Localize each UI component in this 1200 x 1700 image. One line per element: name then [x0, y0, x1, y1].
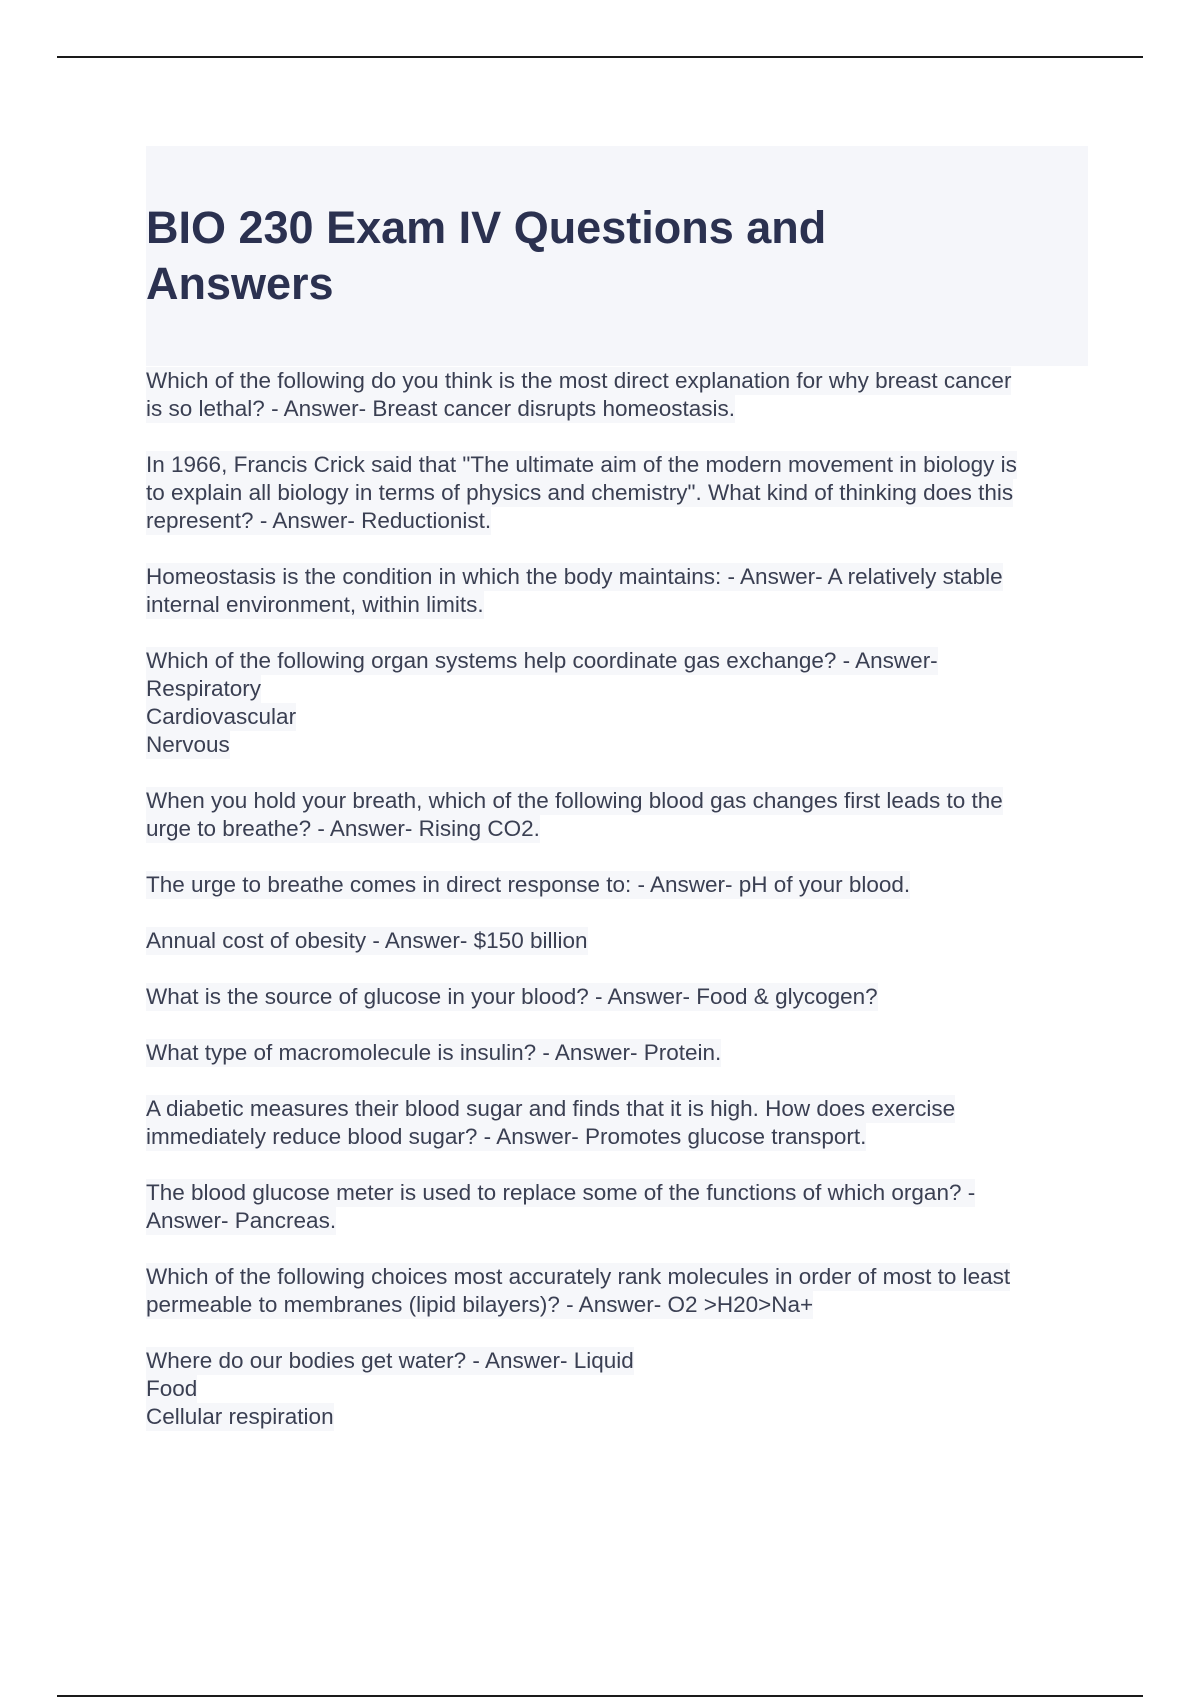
qa-line: Respiratory	[146, 676, 262, 701]
qa-line-row	[146, 507, 1088, 535]
qa-line: Food	[146, 1376, 198, 1401]
qa-item	[146, 1179, 1088, 1235]
page-title	[146, 200, 946, 312]
qa-item	[146, 1263, 1088, 1319]
qa-line: permeable to membranes (lipid bilayers)? - Answer- O2 >H20>Na+	[146, 1292, 814, 1317]
qa-line-row	[146, 1039, 1088, 1067]
qa-line: Which of the following do you think is the most direct explanation for why breast cancer	[146, 368, 1012, 393]
qa-line-row	[146, 927, 1088, 955]
title-line: Answers	[146, 258, 334, 309]
qa-line-row	[146, 367, 1088, 395]
qa-line: Which of the following organ systems help coordinate gas exchange? - Answer-	[146, 648, 938, 673]
qa-item	[146, 927, 1088, 955]
qa-line: to explain all biology in terms of physics and chemistry". What kind of thinking does this	[146, 480, 1014, 505]
qa-line-row	[146, 591, 1088, 619]
qa-line-row	[146, 1375, 1088, 1403]
qa-line: represent? - Answer- Reductionist.	[146, 508, 492, 533]
qa-line: The blood glucose meter is used to replace some of the functions of which organ? -	[146, 1180, 976, 1205]
qa-line-row	[146, 1347, 1088, 1375]
qa-line: internal environment, within limits.	[146, 592, 484, 617]
qa-line: Homeostasis is the condition in which the body maintains: - Answer- A relatively stable	[146, 564, 1003, 589]
bottom-rule	[57, 1695, 1143, 1697]
qa-line: immediately reduce blood sugar? - Answer- Promotes glucose transport.	[146, 1124, 867, 1149]
qa-line-row	[146, 1123, 1088, 1151]
qa-line-row	[146, 1207, 1088, 1235]
qa-line: Annual cost of obesity - Answer- $150 billion	[146, 928, 588, 953]
qa-line: Where do our bodies get water? - Answer- Liquid	[146, 1348, 634, 1373]
qa-list	[146, 367, 1088, 1459]
qa-item	[146, 451, 1088, 535]
qa-line: What is the source of glucose in your blood? - Answer- Food & glycogen?	[146, 984, 878, 1009]
qa-line-row	[146, 451, 1088, 479]
qa-line: A diabetic measures their blood sugar and finds that it is high. How does exercise	[146, 1096, 956, 1121]
qa-line: The urge to breathe comes in direct response to: - Answer- pH of your blood.	[146, 872, 911, 897]
qa-line: Answer- Pancreas.	[146, 1208, 337, 1233]
qa-line-row	[146, 983, 1088, 1011]
qa-item	[146, 1095, 1088, 1151]
qa-line: In 1966, Francis Crick said that "The ultimate aim of the modern movement in biology is	[146, 452, 1017, 477]
qa-line: Which of the following choices most accurately rank molecules in order of most to least	[146, 1264, 1011, 1289]
qa-line-row	[146, 563, 1088, 591]
qa-line: Cardiovascular	[146, 704, 297, 729]
qa-line: is so lethal? - Answer- Breast cancer disrupts homeostasis.	[146, 396, 735, 421]
qa-line-row	[146, 871, 1088, 899]
qa-item	[146, 1347, 1088, 1431]
top-rule	[57, 56, 1143, 58]
qa-line-row	[146, 479, 1088, 507]
qa-item	[146, 647, 1088, 759]
qa-line-row	[146, 1179, 1088, 1207]
qa-line: What type of macromolecule is insulin? - Answer- Protein.	[146, 1040, 722, 1065]
qa-line-row	[146, 1095, 1088, 1123]
qa-line-row	[146, 395, 1088, 423]
qa-line: Nervous	[146, 732, 230, 757]
qa-item	[146, 563, 1088, 619]
qa-item	[146, 983, 1088, 1011]
qa-line: Cellular respiration	[146, 1404, 334, 1429]
title-line: BIO 230 Exam IV Questions and	[146, 202, 827, 253]
qa-item	[146, 367, 1088, 423]
qa-line-row	[146, 1403, 1088, 1431]
qa-line: urge to breathe? - Answer- Rising CO2.	[146, 816, 540, 841]
qa-line-row	[146, 731, 1088, 759]
qa-line-row	[146, 675, 1088, 703]
qa-line-row	[146, 787, 1088, 815]
qa-line-row	[146, 703, 1088, 731]
qa-line-row	[146, 815, 1088, 843]
qa-line-row	[146, 1263, 1088, 1291]
qa-item	[146, 787, 1088, 843]
qa-item	[146, 1039, 1088, 1067]
qa-item	[146, 871, 1088, 899]
qa-line-row	[146, 1291, 1088, 1319]
qa-line-row	[146, 647, 1088, 675]
qa-line: When you hold your breath, which of the following blood gas changes first leads to the	[146, 788, 1003, 813]
